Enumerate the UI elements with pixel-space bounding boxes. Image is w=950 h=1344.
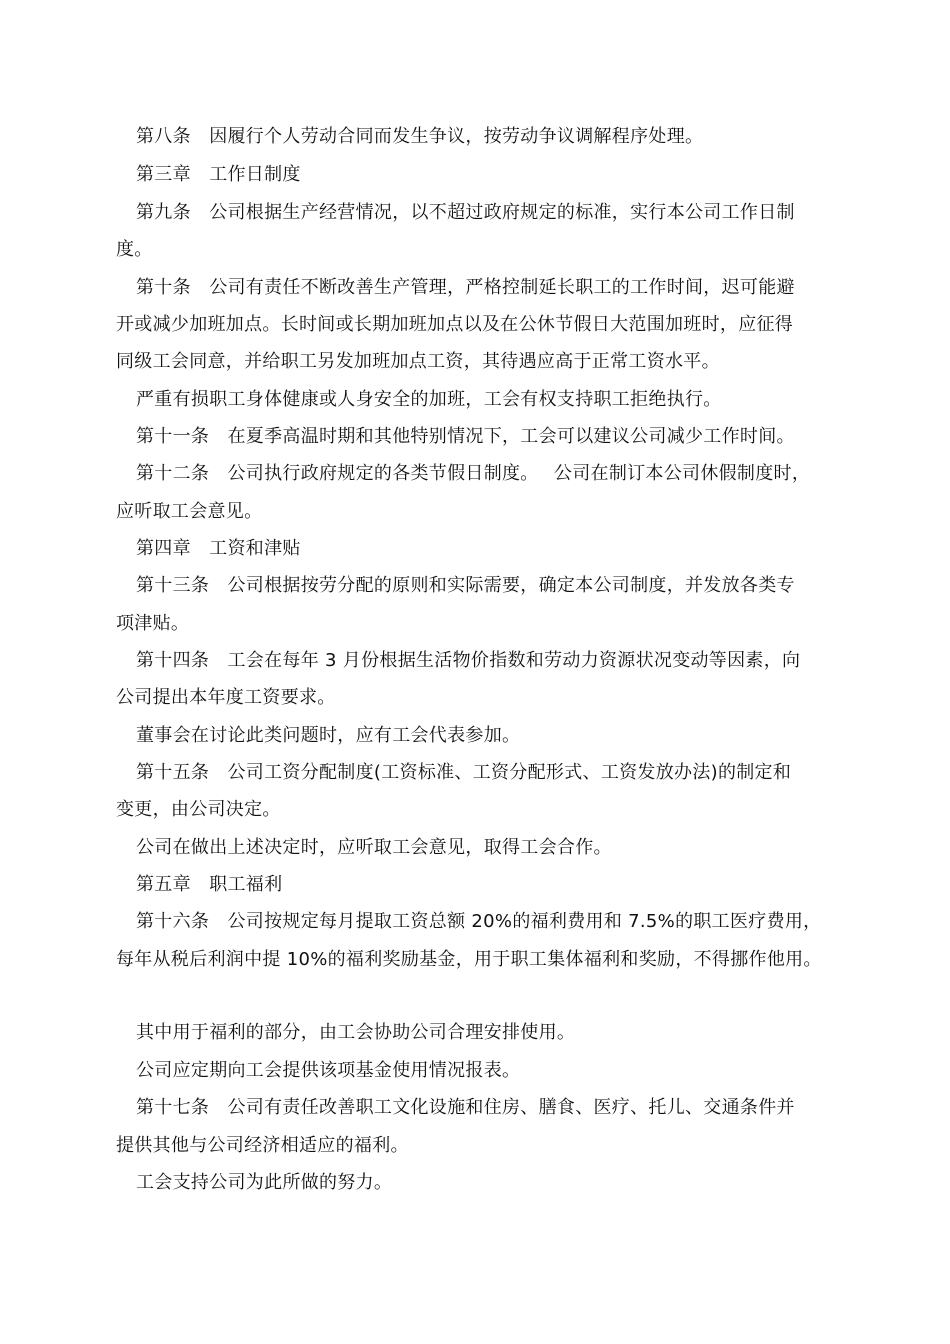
article-8: 第八条 因履行个人劳动合同而发生争议，按劳动争议调解程序处理。	[136, 126, 704, 147]
article-13-line-1: 第十三条 公司根据按劳分配的原则和实际需要，确定本公司制度，并发放各类专	[136, 575, 795, 596]
article-16-line-1: 第十六条 公司按规定每月提取工资总额 20%的福利费用和 7.5%的职工医疗费用，	[136, 911, 822, 932]
article-17-line-2: 提供其他与公司经济相适应的福利。	[116, 1135, 409, 1156]
article-11: 第十一条 在夏季高温时期和其他特别情况下，工会可以建议公司减少工作时间。	[136, 426, 795, 447]
article-15-line-2: 变更，由公司决定。	[116, 799, 281, 820]
article-14-line-2: 公司提出本年度工资要求。	[116, 687, 336, 708]
article-10-line-3: 同级工会同意，并给职工另发加班加点工资，其待遇应高于正常工资水平。	[116, 351, 720, 372]
article-9-line-2: 度。	[116, 239, 153, 260]
article-15-line-1: 第十五条 公司工资分配制度(工资标准、工资分配形式、工资发放办法)的制定和	[136, 762, 792, 783]
article-16-line-2: 每年从税后利润中提 10%的福利奖励基金，用于职工集体福利和奖励，不得挪作他用。	[116, 949, 822, 970]
paragraph-board-discussion: 董事会在讨论此类问题时，应有工会代表参加。	[136, 725, 521, 746]
paragraph-welfare-portion: 其中用于福利的部分，由工会协助公司合理安排使用。	[136, 1022, 576, 1043]
article-10-line-1: 第十条 公司有责任不断改善生产管理，严格控制延长职工的工作时间，迟可能避	[136, 277, 795, 298]
article-13-line-2: 项津贴。	[116, 613, 190, 634]
article-12-line-1: 第十二条 公司执行政府规定的各类节假日制度。 公司在制订本公司休假制度时，	[136, 463, 811, 484]
chapter-3-heading: 第三章 工作日制度	[136, 164, 301, 185]
paragraph-union-cooperation: 公司在做出上述决定时，应听取工会意见，取得工会合作。	[136, 837, 612, 858]
chapter-4-heading: 第四章 工资和津贴	[136, 538, 301, 559]
article-17-line-1: 第十七条 公司有责任改善职工文化设施和住房、膳食、医疗、托儿、交通条件并	[136, 1097, 795, 1118]
paragraph-fund-report: 公司应定期向工会提供该项基金使用情况报表。	[136, 1060, 521, 1081]
article-14-line-1: 第十四条 工会在每年 3 月份根据生活物价指数和劳动力资源状况变动等因素，向	[136, 650, 801, 671]
paragraph-overtime-refusal: 严重有损职工身体健康或人身安全的加班，工会有权支持职工拒绝执行。	[136, 389, 722, 410]
paragraph-union-support: 工会支持公司为此所做的努力。	[136, 1172, 393, 1193]
chapter-5-heading: 第五章 职工福利	[136, 874, 283, 895]
article-12-line-2: 应听取工会意见。	[116, 501, 263, 522]
article-9-line-1: 第九条 公司根据生产经营情况，以不超过政府规定的标准，实行本公司工作日制	[136, 202, 795, 223]
article-10-line-2: 开或减少加班加点。长时间或长期加班加点以及在公休节假日大范围加班时，应征得	[116, 314, 794, 335]
